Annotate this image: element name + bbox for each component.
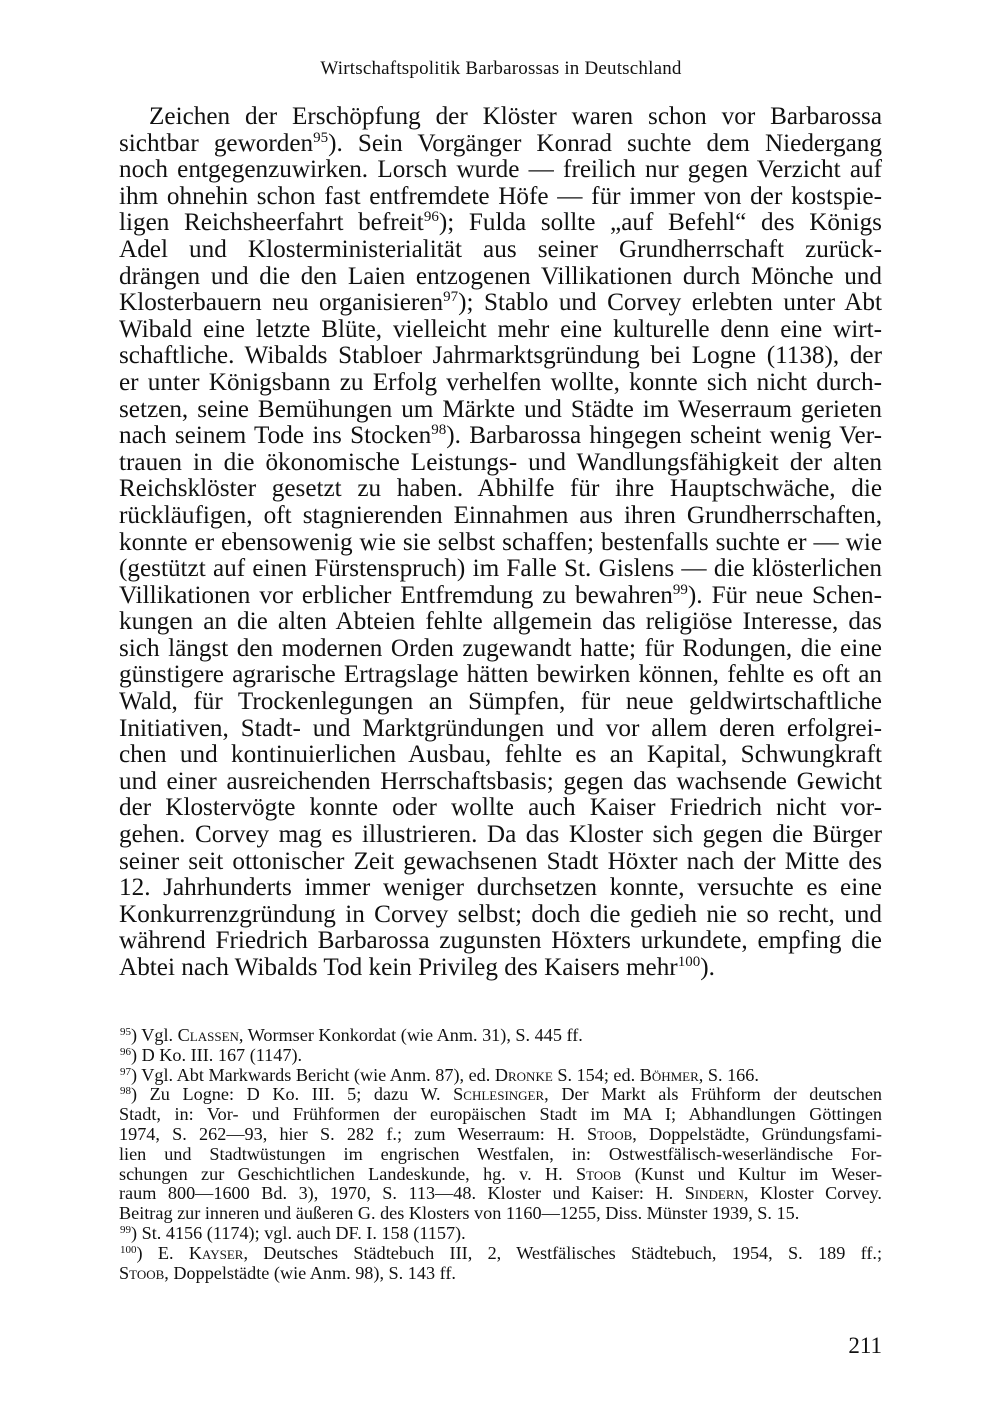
footnote-text: raum 800—1600 Bd. 3), 1970, S. 113—48. Kloster und Kaiser: H.: [119, 1183, 685, 1204]
body-text-segment: (gestützt auf einen Fürstenspruch) im Falle St. Gislens — die klösterlichen: [119, 555, 882, 583]
footnote-text: schungen zur Geschichtlichen Landeskunde, hg. v. H.: [119, 1163, 577, 1184]
body-text-segment: Reichsklöster gesetzt zu haben. Abhilfe für ihre Hauptschwäche, die: [119, 475, 882, 503]
body-text-segment: sichtbar geworden: [119, 129, 314, 157]
body-text-segment: kungen an die alten Abteien fehlte allgemein das religiöse Interesse, das: [119, 608, 882, 636]
footnote: [119, 1026, 882, 1046]
footnote-number: 100: [120, 1243, 137, 1256]
footnote-text: Beitrag zur inneren und äußeren G. des Klosters von 1160—1255, Diss. Münster 1939, S. 15.: [119, 1203, 800, 1224]
footnote-number: 95: [120, 1026, 131, 1038]
footnote-text: , Deutsches Städtebuch III, 2, Westfälisches Städtebuch, 1954, S. 189 ff.;: [243, 1242, 882, 1263]
body-line: [119, 290, 882, 317]
body-text-segment: drängen und die den Laien entzogenen Villikationen durch Mönche und: [119, 262, 882, 290]
footnote-text: , Doppelstädte, Gründungsfami-: [632, 1123, 882, 1144]
body-line: [119, 795, 882, 822]
body-text-segment: ). Barbarossa hingegen scheint wenig Ver-: [446, 422, 882, 450]
body-text-segment: und einer ausreichenden Herrschaftsbasis; gegen das wachsende Gewicht: [119, 767, 882, 795]
footnote-text: Stadt, in: Vor- und Frühformen der europäischen Stadt im MA I; Abhandlungen Göttingen: [119, 1104, 882, 1125]
body-text-segment: seiner seit ottonischer Zeit gewachsenen Stadt Höxter nach der Mitte des: [119, 847, 882, 875]
body-line: [119, 157, 882, 184]
body-text-segment: trauen in die ökonomische Leistungs- und Wandlungsfähigkeit der alten: [119, 448, 882, 476]
footnote-text: , Wormser Konkordat (wie Anm. 31), S. 445 ff.: [238, 1025, 583, 1045]
footnote-line: [119, 1085, 882, 1105]
footnote-text: S. 154; ed.: [552, 1064, 640, 1085]
body-line: [119, 503, 882, 530]
author-name: Dronke: [494, 1064, 553, 1085]
body-line: [119, 769, 882, 796]
body-text-segment: rückläufigen, oft stagnierenden Einnahmen aus ihren Grundherrschaften,: [119, 501, 882, 529]
body-line: [119, 556, 882, 583]
body-text-segment: gehen. Corvey mag es illustrieren. Da das Kloster sich gegen die Bürger: [119, 821, 882, 849]
footnote: [119, 1085, 882, 1224]
body-line: [119, 317, 882, 344]
body-line: [119, 742, 882, 769]
body-text-segment: nach seinem Tode ins Stocken: [119, 422, 432, 450]
footnote-text: , Kloster Corvey.: [743, 1183, 882, 1204]
footnote-line: [119, 1145, 882, 1165]
author-name: Kayser: [188, 1242, 244, 1263]
author-name: Böhmer: [639, 1064, 699, 1085]
footnote-text: 1974, S. 262—93, hier S. 282 f.; zum Weserraum: H.: [119, 1123, 587, 1144]
body-line: [119, 822, 882, 849]
footnote-line: [119, 1066, 882, 1086]
author-name: Stoob: [576, 1163, 622, 1184]
body-text-segment: Konkurrenzgründung in Corvey selbst; doch die gedieh nie so recht, und: [119, 900, 882, 928]
body-text-segment: Initiativen, Stadt- und Marktgründungen und vor allem deren erfolgrei-: [119, 714, 882, 742]
footnote-text: ) St. 4156 (1174); vgl. auch DF. I. 158 (1157).: [131, 1222, 466, 1243]
body-line: [119, 609, 882, 636]
footnote-line: [119, 1105, 882, 1125]
footnote-ref: 95: [313, 129, 329, 146]
footnote-number: 96: [120, 1045, 131, 1058]
footnote-text: ) D Ko. III. 167 (1147).: [131, 1044, 303, 1065]
footnote-line: [119, 1204, 882, 1224]
body-line: [119, 131, 882, 158]
author-name: Stoob: [119, 1262, 165, 1283]
body-text-segment: Wibald eine letzte Blüte, vielleicht mehr eine kulturelle denn eine wirt-: [119, 315, 882, 343]
footnote: [119, 1046, 882, 1066]
body-line: [119, 662, 882, 689]
footnote-text: ) Zu Logne: D Ko. III. 5; dazu W.: [131, 1084, 454, 1105]
footnote-ref: 100: [677, 954, 701, 970]
page-number: 211: [848, 1333, 882, 1358]
body-text-segment: sich längst den modernen Orden zugewandt hatte; für Rodungen, die eine: [119, 634, 882, 662]
body-text-segment: schaftliche. Wibalds Stabloer Jahrmarktsgründung bei Logne (1138), der: [119, 342, 882, 370]
body-line: [119, 875, 882, 902]
author-name: Classen: [177, 1025, 239, 1045]
footnote-line: [119, 1026, 882, 1046]
body-text-segment: noch entgegenzuwirken. Lorsch wurde — freilich nur gegen Verzicht auf: [119, 156, 882, 184]
body-text-segment: ligen Reichsheerfahrt befreit: [119, 209, 424, 237]
body-line: [119, 237, 882, 264]
body-text-segment: ). Sein Vorgänger Konrad suchte dem Niedergang: [328, 129, 882, 157]
body-text-segment: chen und kontinuierlichen Ausbau, fehlte es an Kapital, Schwungkraft: [119, 741, 882, 769]
footnote-number: 98: [120, 1085, 131, 1098]
footnote-line: [119, 1224, 882, 1244]
body-text: [119, 104, 882, 982]
footnote-text: ) Vgl. Abt Markwards Bericht (wie Anm. 87), ed.: [131, 1064, 495, 1085]
footnote-text: , Doppelstädte (wie Anm. 98), S. 143 ff.: [164, 1262, 456, 1283]
body-line: [119, 530, 882, 557]
body-text-segment: ); Fulda sollte „auf Befehl“ des Königs: [438, 209, 882, 237]
body-line: [119, 264, 882, 291]
footnote-line: [119, 1244, 882, 1264]
body-line: [119, 370, 882, 397]
footnote-line: [119, 1264, 882, 1284]
body-line: [119, 450, 882, 477]
body-text-segment: Wald, für Trockenlegungen an Sümpfen, für neue geldwirtschaftliche: [119, 688, 882, 716]
footnote-line: [119, 1184, 882, 1204]
body-text-segment: Zeichen der Erschöpfung der Klöster waren schon vor Barbarossa: [149, 103, 882, 130]
body-text-segment: Villikationen vor erblicher Entfremdung zu bewahren: [119, 581, 673, 609]
body-line: [119, 928, 882, 955]
body-line: [119, 955, 882, 982]
body-text-segment: konnte er ebensowenig wie sie selbst schaffen; bestenfalls suchte er — wie: [119, 528, 882, 556]
running-head: Wirtschaftspolitik Barbarossas in Deutschland: [320, 58, 682, 79]
body-line: [119, 583, 882, 610]
footnote-text: ) Vgl.: [131, 1025, 178, 1045]
body-text-segment: während Friedrich Barbarossa zugunsten Höxters urkundete, empfing die: [119, 927, 882, 955]
footnote-text: lien und Stadtwüstungen im engrischen Westfalen, in: Ostwestfälisch-weserländische For-: [119, 1143, 882, 1164]
body-line: [119, 397, 882, 424]
footnote-number: 97: [120, 1065, 131, 1078]
footnote-ref: 99: [672, 581, 688, 598]
author-name: Sindern: [684, 1183, 744, 1204]
footnote: [119, 1224, 882, 1244]
footnote-text: (Kunst und Kultur im Weser-: [621, 1163, 882, 1184]
footnote-text: , S. 166.: [698, 1064, 759, 1085]
body-text-segment: ).: [700, 954, 715, 981]
body-text-segment: er unter Königsbann zu Erfolg verhelfen wollte, konnte sich nicht durch-: [119, 368, 882, 396]
body-line: [119, 343, 882, 370]
footnote: [119, 1244, 882, 1284]
body-text-segment: Abtei nach Wibalds Tod kein Privileg des Kaisers mehr: [119, 954, 678, 981]
footnote-text: ) E.: [136, 1242, 189, 1263]
body-text-segment: günstigere agrarische Ertragslage hätten bewirken können, fehlte es oft an: [119, 661, 882, 689]
body-line: [119, 104, 882, 131]
body-text-segment: 12. Jahrhunderts immer weniger durchsetzen konnte, versuchte es eine: [119, 874, 882, 902]
body-text-segment: Klosterbauern neu organisieren: [119, 289, 444, 317]
footnote-line: [119, 1046, 882, 1066]
body-text-segment: ). Für neue Schen-: [687, 581, 882, 609]
footnote: [119, 1066, 882, 1086]
body-text-segment: Adel und Klosterministerialität aus seiner Grundherrschaft zurück-: [119, 235, 882, 263]
footnote-ref: 98: [431, 422, 447, 439]
body-line: [119, 476, 882, 503]
footnote-ref: 97: [443, 289, 459, 306]
footnote-text: , Der Markt als Frühform der deutschen: [544, 1084, 882, 1105]
body-text-segment: der Klostervögte konnte oder wollte auch Kaiser Friedrich nicht vor-: [119, 794, 882, 822]
body-line: [119, 423, 882, 450]
body-text-segment: ihm ohnehin schon fast entfremdete Höfe — für immer von der kostspie-: [119, 182, 882, 210]
body-text-segment: ); Stablo und Corvey erlebten unter Abt: [458, 289, 882, 317]
body-line: [119, 689, 882, 716]
author-name: Schlesinger: [453, 1084, 545, 1105]
footnote-ref: 96: [423, 209, 439, 226]
body-line: [119, 210, 882, 237]
footnote-line: [119, 1125, 882, 1145]
footnote-line: [119, 1165, 882, 1185]
author-name: Stoob: [586, 1123, 633, 1144]
body-text-segment: setzen, seine Bemühungen um Märkte und Städte im Weserraum gerieten: [119, 395, 882, 423]
body-line: [119, 902, 882, 929]
body-line: [119, 184, 882, 211]
footnote-number: 99: [120, 1223, 131, 1236]
body-line: [119, 636, 882, 663]
body-line: [119, 716, 882, 743]
footnotes: [119, 1026, 882, 1283]
body-line: [119, 849, 882, 876]
